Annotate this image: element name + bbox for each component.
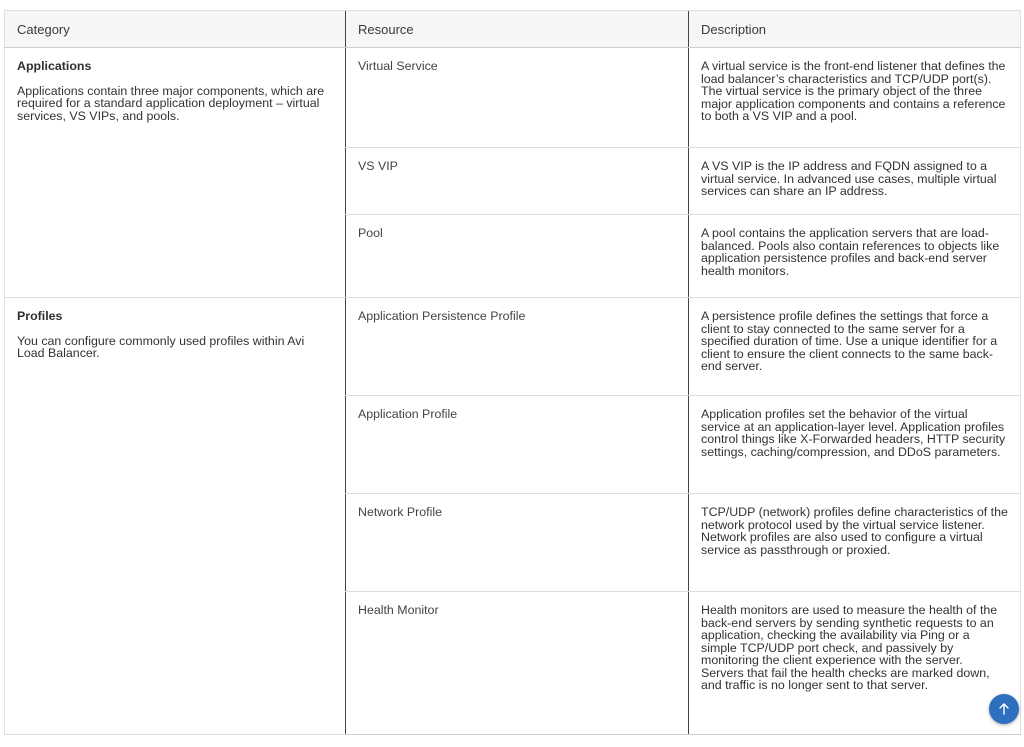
category-description: You can configure commonly used profiles within Avi Load Balancer. [17, 333, 305, 360]
category-cell-applications [5, 48, 346, 298]
resource-cell: Application Profile [346, 396, 689, 494]
table-row [5, 48, 1021, 148]
resource-table [4, 10, 1021, 735]
category-cell-profiles [5, 298, 346, 735]
description-cell: A persistence profile defines the settings that force a client to stay connected to the same server for a specified duration of time. Use a unique identifier for a client to ensure the client connects to the same back-end server. [689, 298, 1021, 396]
description-cell: Application profiles set the behavior of the virtual service at an application-layer level. Application profiles control things like X-Forwarded headers, HTTP security settings, caching/compression, and DDoS parameters. [689, 396, 1021, 494]
description-cell: TCP/UDP (network) profiles define characteristics of the network protocol used by the virtual service listener. Network profiles are also used to configure a virtual service as passthrough or proxied. [689, 494, 1021, 592]
table-header-row [5, 11, 1021, 48]
resource-cell: VS VIP [346, 148, 689, 215]
header-resource: Resource [346, 11, 689, 48]
arrow-up-icon [997, 702, 1011, 716]
category-title: Profiles [17, 309, 63, 323]
resource-cell: Application Persistence Profile [346, 298, 689, 396]
category-description: Applications contain three major components, which are required for a standard application deployment – virtual services, VS VIPs, and pools. [17, 83, 325, 123]
resource-table-container [4, 10, 1020, 735]
resource-cell: Network Profile [346, 494, 689, 592]
header-category: Category [5, 11, 346, 48]
category-title: Applications [17, 59, 92, 73]
resource-cell: Pool [346, 215, 689, 298]
description-cell: Health monitors are used to measure the health of the back-end servers by sending synthetic requests to an application, checking the availability via Ping or a simple TCP/UDP port check, and passively by monitoring the client experience with the server. Servers that fail the health checks are marked down, and traffic is no longer sent to that server. [689, 592, 1021, 735]
resource-cell: Health Monitor [346, 592, 689, 735]
description-cell: A virtual service is the front-end listener that defines the load balancer’s characteristics and TCP/UDP port(s). The virtual service is the primary object of the three major application components and contains a reference to both a VS VIP and a pool. [689, 48, 1021, 148]
description-cell: A VS VIP is the IP address and FQDN assigned to a virtual service. In advanced use cases, multiple virtual services can share an IP address. [689, 148, 1021, 215]
description-cell: A pool contains the application servers that are load-balanced. Pools also contain references to objects like application persistence profiles and back-end server health monitors. [689, 215, 1021, 298]
resource-cell: Virtual Service [346, 48, 689, 148]
scroll-to-top-button[interactable] [989, 694, 1019, 724]
table-row [5, 298, 1021, 396]
header-description: Description [689, 11, 1021, 48]
